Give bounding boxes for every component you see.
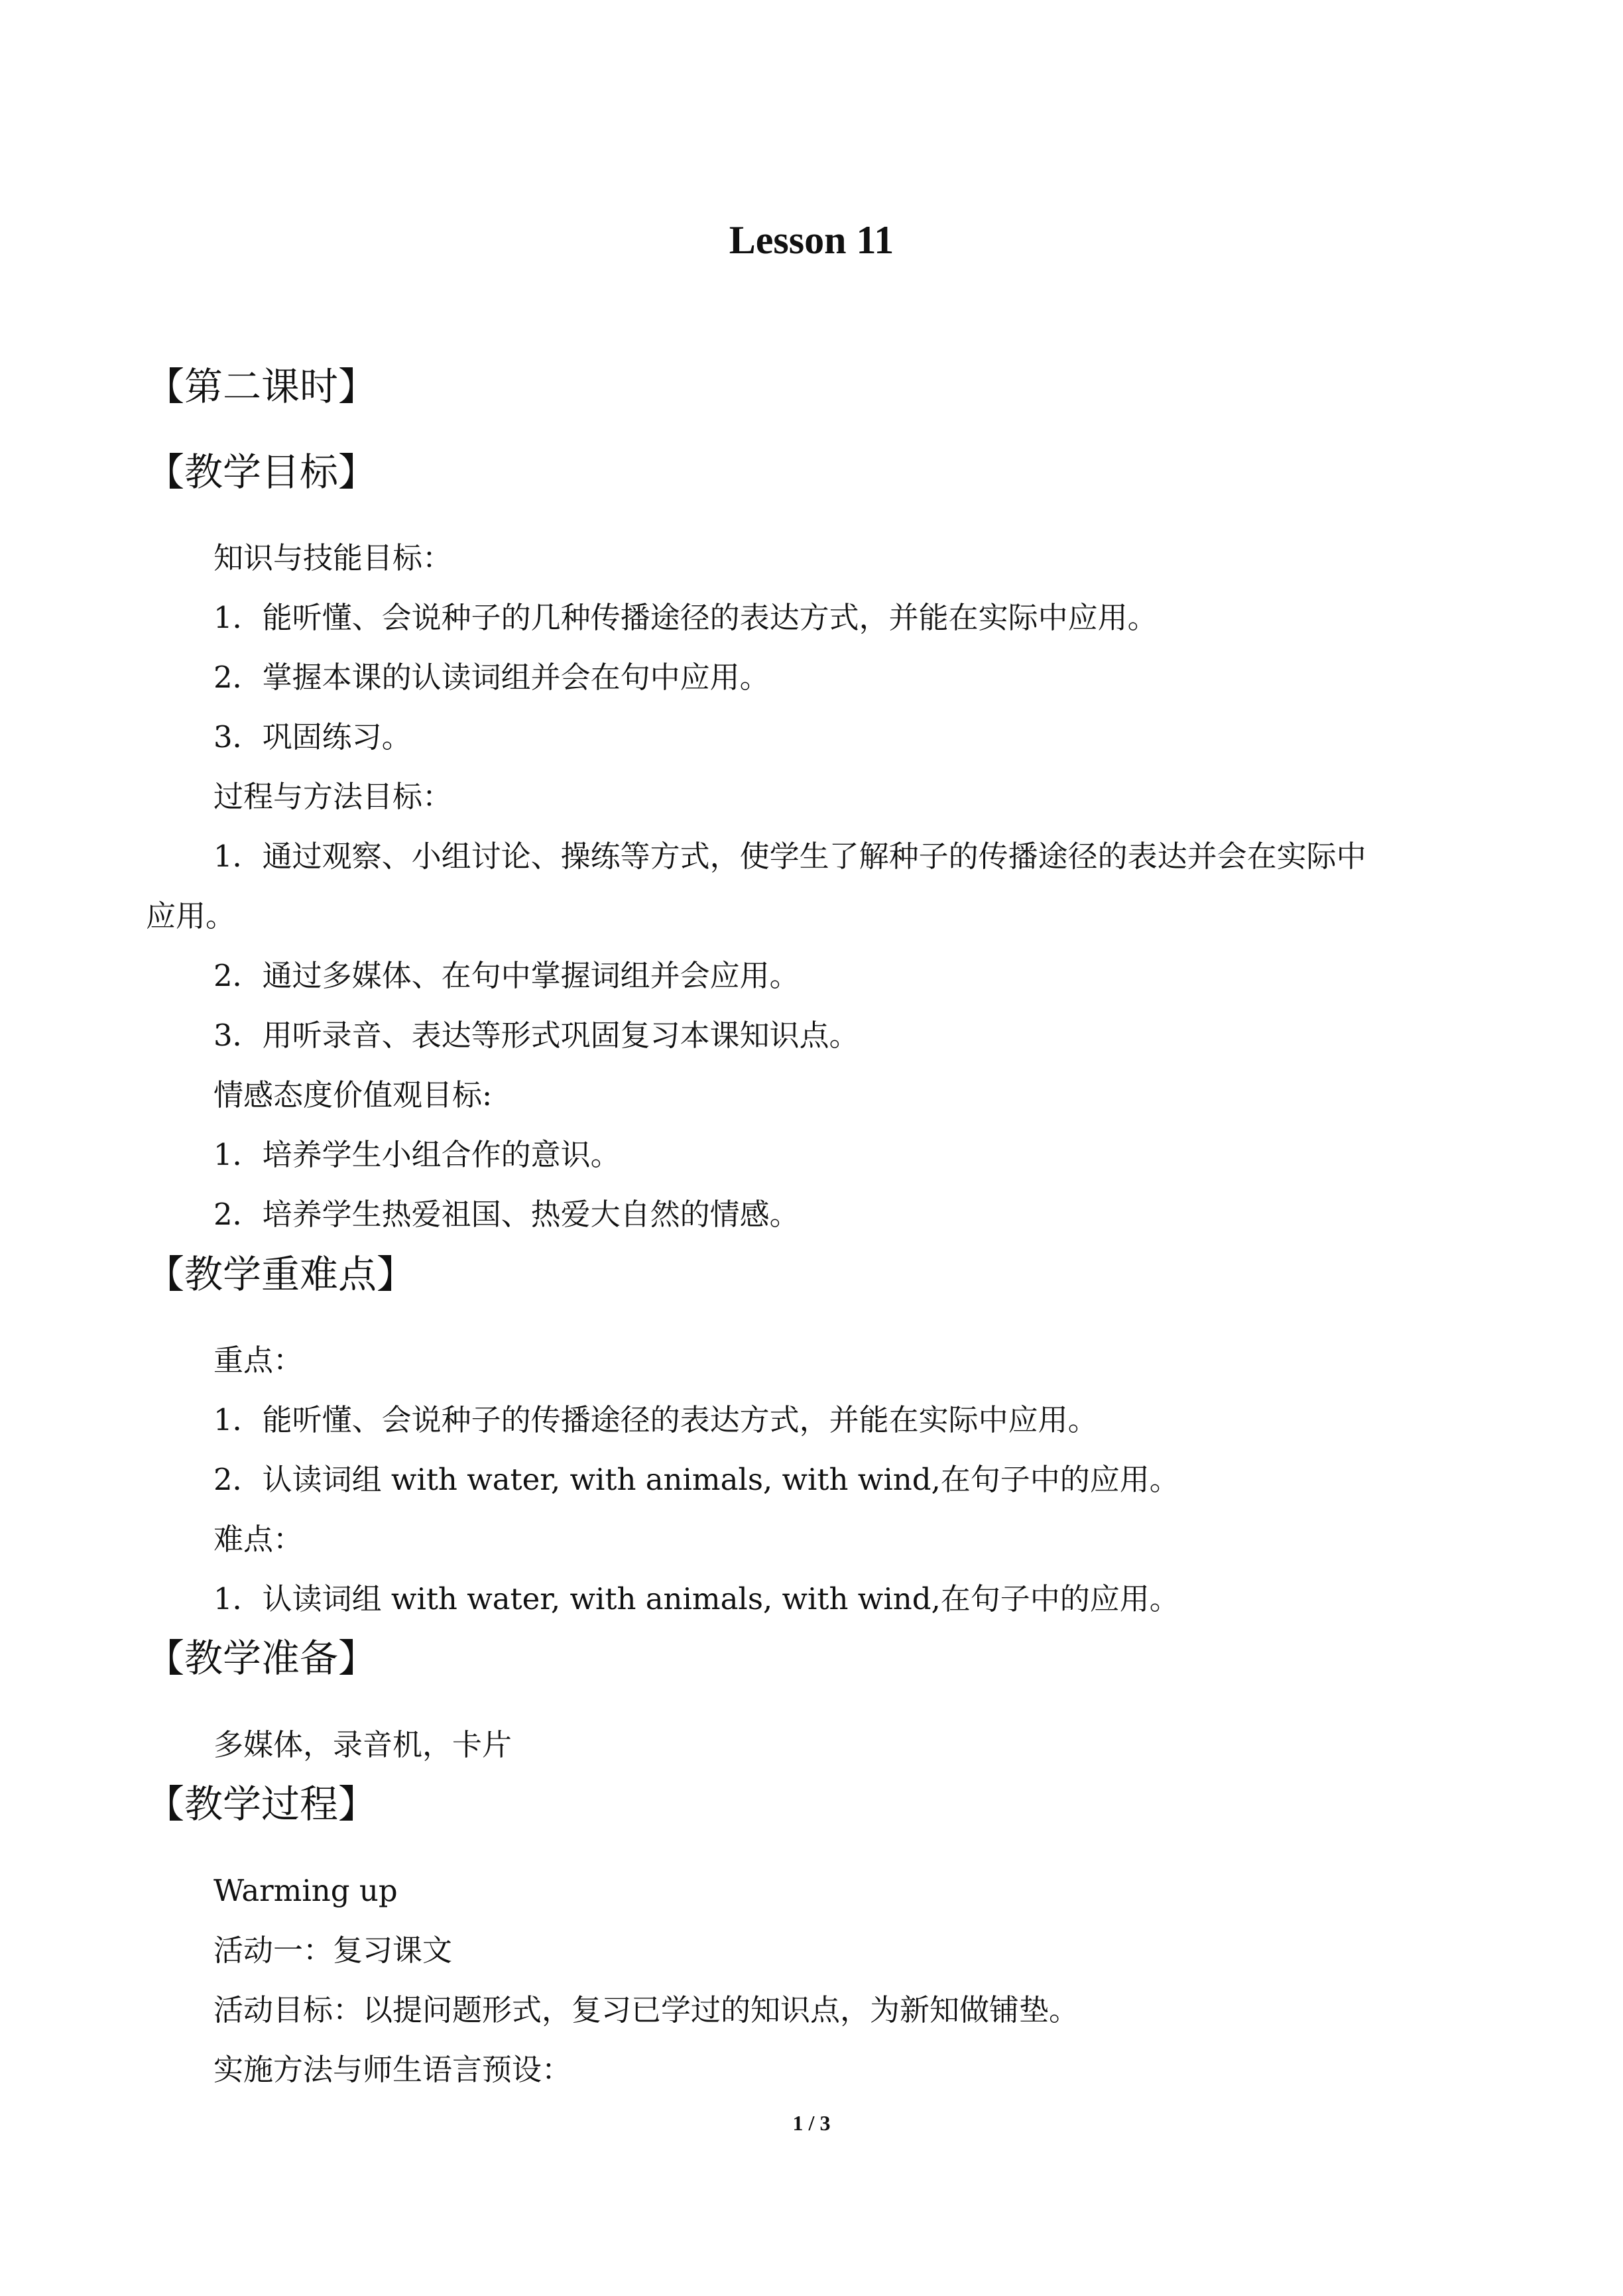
section-heading: 【教学准备】 (146, 1636, 377, 1681)
text-line: 2．通过多媒体、在句中掌握词组并会应用。 (213, 958, 800, 993)
text-line: 1．培养学生小组合作的意识。 (213, 1137, 621, 1172)
page-number: 1 / 3 (792, 2111, 831, 2135)
text-line: 2．认读词组 with water, with animals, with wind,在句子中的应用。 (213, 1462, 1179, 1497)
text-line: 应用。 (146, 898, 236, 934)
text-line: 难点： (213, 1522, 304, 1557)
text-line: 3．用听录音、表达等形式巩固复习本课知识点。 (213, 1018, 859, 1053)
text-line: 1．认读词组 with water, with animals, with wind,在句子中的应用。 (213, 1581, 1179, 1616)
section-heading: 【教学重难点】 (146, 1252, 416, 1297)
text-line: 重点： (213, 1343, 304, 1378)
text-line: 实施方法与师生语言预设： (213, 2052, 572, 2087)
text-line: 1．通过观察、小组讨论、操练等方式，使学生了解种子的传播途径的表达并会在实际中 (213, 839, 1366, 874)
text-line: 活动目标：以提问题形式，复习已学过的知识点，为新知做铺垫。 (213, 1992, 1079, 2027)
text-line: Warming up (213, 1873, 398, 1908)
text-line: 多媒体，录音机，卡片 (213, 1727, 512, 1762)
text-line: 3．巩固练习。 (213, 719, 412, 755)
section-heading: 【第二课时】 (146, 364, 377, 409)
text-line: 过程与方法目标： (213, 779, 453, 814)
text-line: 1．能听懂、会说种子的几种传播途径的表达方式，并能在实际中应用。 (213, 600, 1158, 635)
text-line: 知识与技能目标： (213, 540, 453, 575)
section-heading: 【教学目标】 (146, 450, 377, 495)
text-line: 2．培养学生热爱祖国、热爱大自然的情感。 (213, 1197, 800, 1232)
text-line: 活动一：复习课文 (213, 1933, 453, 1968)
document-title: Lesson 11 (729, 218, 894, 262)
text-line: 1．能听懂、会说种子的传播途径的表达方式，并能在实际中应用。 (213, 1402, 1098, 1437)
text-line: 情感态度价值观目标: (213, 1077, 493, 1113)
text-line: 2．掌握本课的认读词组并会在句中应用。 (213, 660, 770, 695)
section-heading: 【教学过程】 (146, 1782, 377, 1827)
